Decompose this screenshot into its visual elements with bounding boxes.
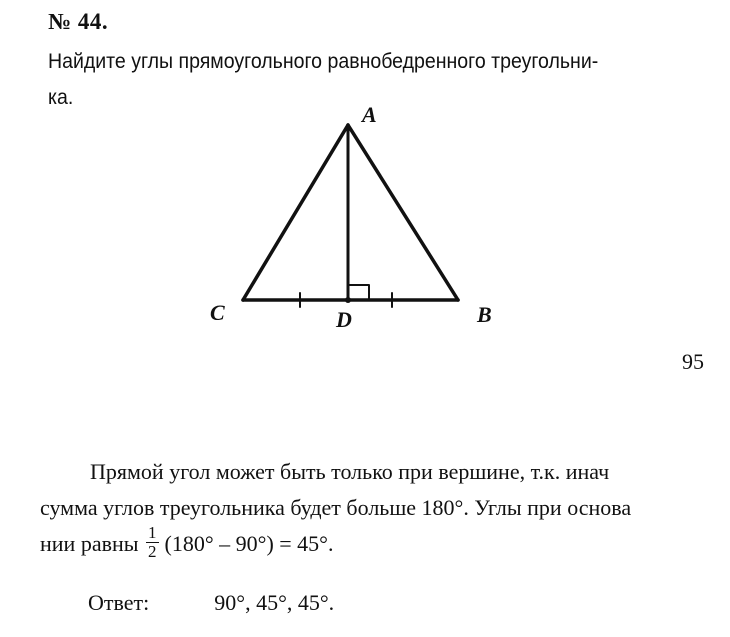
side-ab	[348, 125, 458, 300]
solution-line-1: Прямой угол может быть только при вершине, т.к. инач	[90, 459, 610, 484]
fraction-denominator: 2	[148, 542, 157, 562]
solution-line-2: сумма углов треугольника будет больше 180°. Углы при основа	[40, 495, 632, 520]
vertex-label-d: D	[336, 307, 352, 332]
problem-text-line-2: ка.	[48, 86, 74, 109]
solution-line-3-suffix: (180° – 90°) = 45°.	[164, 531, 334, 556]
page-number: 95	[682, 349, 704, 374]
solution-line-3-prefix: нии равны	[40, 531, 139, 556]
vertex-label-b: B	[477, 302, 492, 327]
fraction-numerator: 1	[148, 523, 157, 543]
answer-label: Ответ:	[88, 590, 150, 615]
problem-text-line-1: Найдите углы прямоугольного равнобедренного треугольни-	[48, 50, 599, 73]
answer-line	[88, 590, 334, 616]
side-ca	[243, 125, 348, 300]
vertex-label-c: C	[210, 300, 225, 325]
problem-number: № 44.	[48, 9, 109, 34]
point-d-dot	[345, 297, 351, 303]
fraction-one-half	[146, 524, 159, 561]
vertex-label-a: A	[362, 102, 377, 127]
right-angle-mark	[348, 285, 369, 300]
solution-line-3	[40, 523, 730, 564]
answer-values: 90°, 45°, 45°.	[214, 590, 335, 615]
solution-text	[40, 454, 730, 564]
